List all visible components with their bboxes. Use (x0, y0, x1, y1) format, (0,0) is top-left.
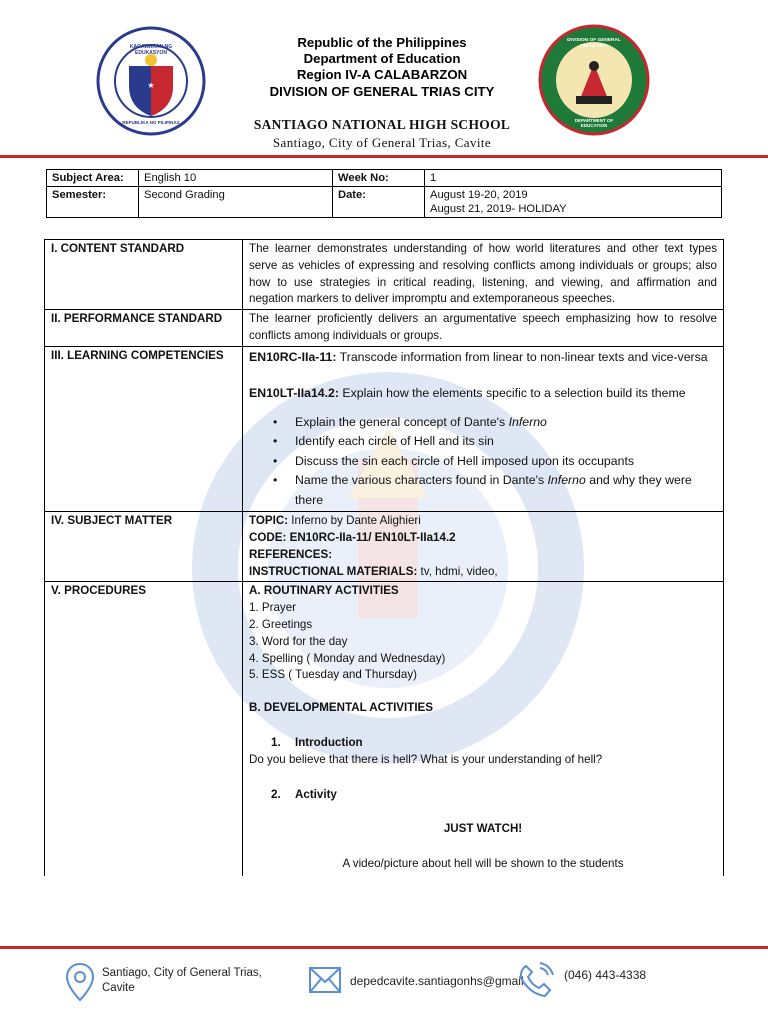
info-row-semester (47, 187, 722, 218)
competency-1-code: EN10RC-IIa-11: (249, 349, 337, 364)
footer-email[interactable]: depedcavite.santiagonhs@gmail. (350, 974, 527, 988)
content-standard-text: The learner demonstrates understanding of how world literatures and other text types serve as vehicles of expressing and resolving conflicts among individuals or groups; also how to use strategies in critical reading, listening, and viewing, and affirmation and negation markers to deliver impromptu and extemporaneous speeches. (243, 240, 724, 310)
topic-line: TOPIC: Inferno by Dante Alighieri (249, 514, 421, 528)
competency-1-text: Transcode information from linear to non-linear texts and vice-versa (336, 349, 708, 364)
svg-text:★: ★ (147, 81, 155, 90)
step-activity: 2. Activity (271, 787, 337, 801)
school-name: SANTIAGO NATIONAL HIGH SCHOOL (253, 117, 511, 132)
activity-title: JUST WATCH! (443, 822, 523, 836)
content-standard-label: I. CONTENT STANDARD (45, 240, 243, 310)
phone-icon (516, 960, 556, 1000)
code-line: CODE: EN10RC-IIa-11/ EN10LT-IIa14.2 (249, 531, 456, 545)
footer-divider (0, 946, 768, 949)
routine-item: 3. Word for the day (249, 634, 348, 648)
routine-item: 2. Greetings (249, 618, 313, 632)
activity-description: A video/picture about hell will be shown to the students (342, 857, 624, 871)
row-subject-matter (45, 512, 724, 582)
lesson-info-table (46, 169, 722, 218)
materials-line: INSTRUCTIONAL MATERIALS: tv, hdmi, video, (249, 564, 498, 578)
footer-address (102, 966, 272, 996)
objectives-list (249, 413, 717, 511)
procedures-label: V. PROCEDURES (45, 582, 243, 876)
school-address: Santiago, City of General Trias, Cavite (272, 135, 492, 150)
objective-item: • Name the various characters found in Dante's Inferno and why they were there (249, 471, 717, 510)
date-label: Date: (333, 187, 425, 218)
info-row-subject (47, 170, 722, 187)
division-seal-year: 2014 (588, 98, 600, 104)
references-line: REFERENCES: (249, 547, 333, 561)
performance-standard-label: II. PERFORMANCE STANDARD (45, 310, 243, 347)
competency-2-text: Explain how the elements specific to a selection build its theme (339, 386, 686, 401)
competency-1 (249, 348, 717, 367)
semester-value: Second Grading (139, 187, 333, 218)
row-content-standard (45, 240, 724, 310)
competency-2-code: EN10LT-IIa14.2: (249, 386, 339, 401)
deped-seal-ring-text: KAGAWARAN NG EDUKASYON (129, 44, 173, 56)
row-procedures (45, 582, 724, 876)
header-region: Region IV-A CALABARZON (296, 67, 468, 83)
learning-competencies-label: III. LEARNING COMPETENCIES (45, 346, 243, 512)
government-header (206, 35, 558, 100)
routinary-heading: A. ROUTINARY ACTIVITIES (249, 584, 399, 598)
footer-address-line1: Santiago, City of General Trias, (102, 967, 262, 979)
subject-matter-label: IV. SUBJECT MATTER (45, 512, 243, 582)
date-value (425, 187, 722, 218)
performance-standard-text: The learner proficiently delivers an argumentative speech emphasizing how to resolve conflicts among individuals or groups. (243, 310, 724, 347)
deped-seal-bottom-text: REPUBLIKA NG PILIPINAS (122, 120, 180, 125)
subject-area-value: English 10 (139, 170, 333, 187)
row-performance-standard (45, 310, 724, 347)
location-pin-icon (64, 962, 96, 1002)
step-introduction: 1. Introduction (271, 736, 363, 750)
introduction-question: Do you believe that there is hell? What is your understanding of hell? (249, 752, 603, 766)
footer-phone[interactable]: (046) 443-4338 (564, 968, 647, 982)
developmental-heading: B. DEVELOPMENTAL ACTIVITIES (249, 701, 434, 715)
objective-item: • Explain the general concept of Dante's Inferno (249, 413, 717, 433)
subject-matter-body (243, 512, 724, 582)
procedures-body (243, 582, 724, 876)
competency-2 (249, 384, 717, 403)
lesson-plan-table (44, 239, 724, 876)
division-seal-bottom-text: DEPARTMENT OF EDUCATION (574, 118, 614, 128)
objective-item: • Identify each circle of Hell and its sin (249, 432, 717, 452)
date-value-line1: August 19-20, 2019 (430, 189, 528, 201)
routine-item: 5. ESS ( Tuesday and Thursday) (249, 668, 417, 682)
date-value-line2: August 21, 2019- HOLIDAY (430, 203, 567, 215)
week-no-label: Week No: (333, 170, 425, 187)
semester-label: Semester: (47, 187, 139, 218)
routine-item: 4. Spelling ( Monday and Wednesday) (249, 651, 446, 665)
week-no-value: 1 (425, 170, 722, 187)
subject-area-label: Subject Area: (47, 170, 139, 187)
header-division: DIVISION OF GENERAL TRIAS CITY (269, 83, 495, 99)
division-seal-ring-text: DIVISION OF GENERAL TRIAS CITY (567, 38, 621, 49)
learning-competencies-body (243, 346, 724, 512)
header-republic: Republic of the Philippines (297, 35, 467, 50)
routine-item: 1. Prayer (249, 601, 297, 615)
mail-icon (308, 966, 342, 994)
header-divider (0, 155, 768, 158)
objective-item: • Discuss the sin each circle of Hell imposed upon its occupants (249, 452, 717, 472)
row-learning-competencies (45, 346, 724, 512)
header-department: Department of Education (303, 51, 461, 67)
footer-address-line2: Cavite (102, 982, 135, 994)
